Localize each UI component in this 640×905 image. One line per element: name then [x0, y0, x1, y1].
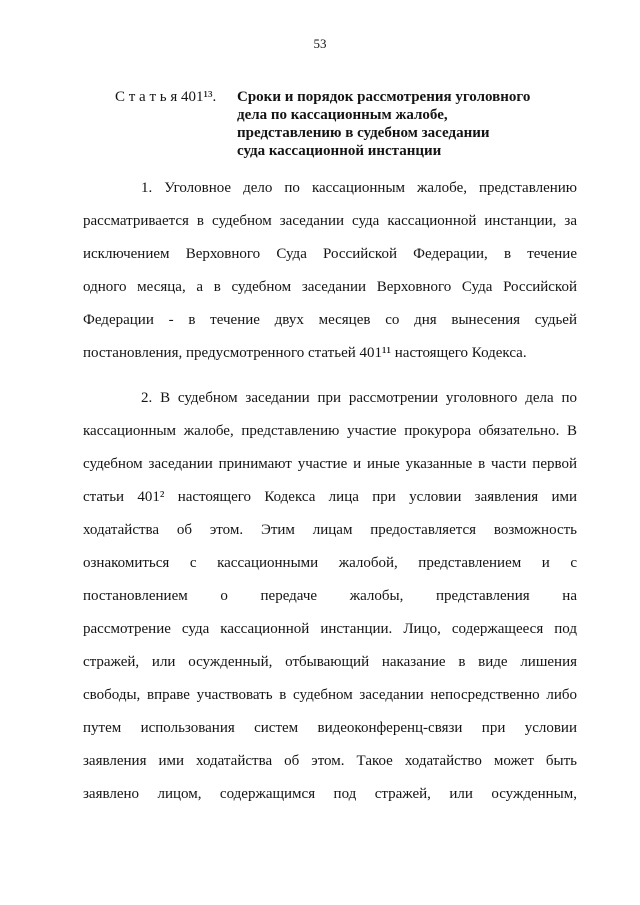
document-body	[83, 172, 577, 811]
text-line: статьи 401² настоящего Кодекса лица при условии заявления ими	[83, 489, 577, 505]
paragraph	[83, 382, 577, 811]
article-heading	[115, 88, 640, 160]
text-line: заявлено лицом, содержащимся под стражей, или осужденным,	[83, 786, 577, 802]
text-line: одного месяца, а в судебном заседании Верховного Суда Российской	[83, 279, 577, 295]
text-line: Федерации - в течение двух месяцев со дня вынесения судьей	[83, 312, 577, 328]
text-line: путем использования систем видеоконференц-связи при условии	[83, 720, 577, 736]
text-line: заявления ими ходатайства об этом. Такое ходатайство может быть	[83, 753, 577, 769]
article-title-line: суда кассационной инстанции	[237, 143, 442, 159]
text-line: рассмотрение суда кассационной инстанции. Лицо, содержащееся под	[83, 621, 577, 637]
article-label: С т а т ь я 401¹³.	[115, 89, 217, 105]
text-line: 2. В судебном заседании при рассмотрении уголовного дела по	[141, 390, 577, 406]
paragraph	[83, 172, 577, 370]
text-line: исключением Верховного Суда Российской Федерации, в течение	[83, 246, 577, 262]
text-line: постановлением о передаче жалобы, представления на	[83, 588, 577, 604]
article-title-line: дела по кассационным жалобе,	[237, 107, 448, 123]
text-line: стражей, или осужденный, отбывающий наказание в виде лишения	[83, 654, 577, 670]
text-line: свободы, вправе участвовать в судебном заседании непосредственно либо	[83, 687, 577, 703]
text-line: ходатайства об этом. Этим лицам предоставляется возможность	[83, 522, 577, 538]
text-line: 1. Уголовное дело по кассационным жалобе, представлению	[141, 180, 577, 196]
text-line: постановления, предусмотренного статьей 401¹¹ настоящего Кодекса.	[83, 345, 527, 361]
text-line: ознакомиться с кассационными жалобой, представлением и с	[83, 555, 577, 571]
page-number: 53	[313, 36, 327, 51]
article-title-line: Сроки и порядок рассмотрения уголовного	[237, 89, 531, 105]
text-line: кассационным жалобе, представлению участие прокурора обязательно. В	[83, 423, 577, 439]
article-title-line: представлению в судебном заседании	[237, 125, 490, 141]
text-line: судебном заседании принимают участие и иные указанные в части первой	[83, 456, 577, 472]
text-line: рассматривается в судебном заседании суда кассационной инстанции, за	[83, 213, 577, 229]
article-title	[237, 88, 530, 160]
